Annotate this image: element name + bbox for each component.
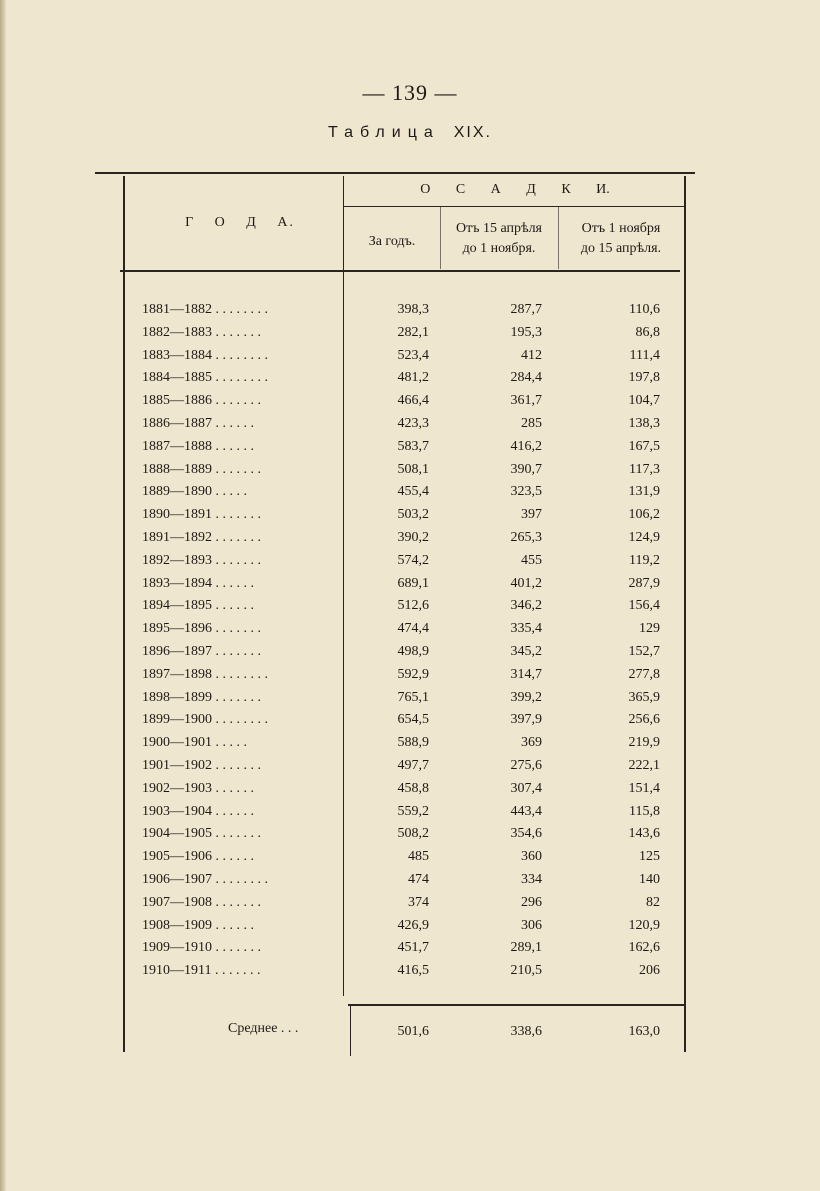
winter-cell: 197,8 (628, 370, 660, 385)
summer-column-separator (440, 207, 441, 269)
winter-cell: 125 (639, 849, 660, 864)
table-row-years: 1896—1897 . . . . . . . (142, 644, 261, 659)
years-column-header: Г О Д А. (185, 215, 295, 230)
table-row-years: 1885—1886 . . . . . . . (142, 393, 261, 408)
winter-cell: 222,1 (628, 758, 660, 773)
table-row-years: 1910—1911 . . . . . . . (142, 963, 261, 978)
total-cell: 474,4 (397, 621, 429, 636)
summer-cell: 210,5 (510, 963, 542, 978)
winter-cell: 117,3 (629, 462, 660, 477)
total-cell: 374 (408, 895, 429, 910)
table-caption-word: Таблица (328, 124, 440, 141)
summer-cell: 195,3 (510, 325, 542, 340)
summer-cell: 397 (521, 507, 542, 522)
winter-cell: 120,9 (628, 918, 660, 933)
summer-column-header-line-2: до 1 ноября. (462, 241, 536, 256)
summer-cell: 443,4 (510, 804, 542, 819)
total-cell: 398,3 (397, 302, 429, 317)
total-cell: 592,9 (397, 667, 429, 682)
summer-cell: 390,7 (510, 462, 542, 477)
total-cell: 474 (408, 872, 429, 887)
total-cell: 588,9 (397, 735, 429, 750)
table-row-years: 1891—1892 . . . . . . . (142, 530, 261, 545)
table-row-years: 1907—1908 . . . . . . . (142, 895, 261, 910)
winter-cell: 256,6 (628, 712, 660, 727)
table-row-years: 1903—1904 . . . . . . (142, 804, 254, 819)
winter-cell: 131,9 (628, 484, 660, 499)
summer-cell: 360 (521, 849, 542, 864)
total-cell: 523,4 (397, 348, 429, 363)
total-cell: 497,7 (397, 758, 429, 773)
mean-left-rule (350, 1006, 351, 1056)
total-cell: 423,3 (397, 416, 429, 431)
winter-cell: 115,8 (629, 804, 660, 819)
winter-column-header-line-2: до 15 апрѣля. (580, 241, 662, 256)
total-cell: 282,1 (397, 325, 429, 340)
total-cell: 574,2 (397, 553, 429, 568)
table-row-years: 1894—1895 . . . . . . (142, 598, 254, 613)
total-cell: 466,4 (397, 393, 429, 408)
summer-cell: 354,6 (510, 826, 542, 841)
winter-cell: 156,4 (628, 598, 660, 613)
summer-cell: 412 (521, 348, 542, 363)
mean-summer: 338,6 (510, 1024, 542, 1039)
table-row-years: 1887—1888 . . . . . . (142, 439, 254, 454)
total-cell: 559,2 (397, 804, 429, 819)
table-row-years: 1886—1887 . . . . . . (142, 416, 254, 431)
table-row-years: 1890—1891 . . . . . . . (142, 507, 261, 522)
winter-cell: 82 (646, 895, 660, 910)
summer-cell: 397,9 (510, 712, 542, 727)
table-row-years: 1904—1905 . . . . . . . (142, 826, 261, 841)
mean-total: 501,6 (397, 1024, 429, 1039)
total-cell: 512,6 (397, 598, 429, 613)
winter-cell: 106,2 (628, 507, 660, 522)
summer-column-header (442, 219, 556, 259)
winter-column-header (560, 219, 682, 259)
yearly-column-header: За годъ. (368, 234, 416, 249)
table-row-years: 1897—1898 . . . . . . . . (142, 667, 268, 682)
table-row-years: 1905—1906 . . . . . . (142, 849, 254, 864)
summer-column-header-line-1: Отъ 15 апрѣля (455, 221, 543, 236)
summer-cell: 285 (521, 416, 542, 431)
winter-cell: 167,5 (628, 439, 660, 454)
summer-cell: 296 (521, 895, 542, 910)
table-row-years: 1895—1896 . . . . . . . (142, 621, 261, 636)
winter-cell: 162,6 (628, 940, 660, 955)
table-row-years: 1898—1899 . . . . . . . (142, 690, 261, 705)
table-caption-number: XIX. (453, 124, 492, 141)
summer-cell: 345,2 (510, 644, 542, 659)
summer-cell: 455 (521, 553, 542, 568)
winter-cell: 86,8 (635, 325, 660, 340)
total-cell: 583,7 (397, 439, 429, 454)
winter-cell: 110,6 (629, 302, 660, 317)
total-cell: 689,1 (397, 576, 429, 591)
winter-cell: 111,4 (629, 348, 660, 363)
winter-column-header-line-1: Отъ 1 ноября (581, 221, 661, 236)
total-cell: 416,5 (397, 963, 429, 978)
winter-column-separator (558, 207, 559, 269)
table-row-years: 1901—1902 . . . . . . . (142, 758, 261, 773)
total-cell: 765,1 (397, 690, 429, 705)
total-cell: 481,2 (397, 370, 429, 385)
group-header-underline (343, 206, 684, 207)
winter-cell: 206 (639, 963, 660, 978)
years-column-separator (343, 176, 344, 996)
winter-cell: 151,4 (628, 781, 660, 796)
summer-cell: 314,7 (510, 667, 542, 682)
mean-top-rule (348, 1004, 684, 1006)
summer-cell: 369 (521, 735, 542, 750)
total-cell: 458,8 (397, 781, 429, 796)
mean-winter: 163,0 (628, 1024, 660, 1039)
total-cell: 654,5 (397, 712, 429, 727)
winter-cell: 287,9 (628, 576, 660, 591)
table-row-years: 1899—1900 . . . . . . . . (142, 712, 268, 727)
total-cell: 455,4 (397, 484, 429, 499)
mean-label: Среднее . . . (228, 1021, 299, 1036)
summer-cell: 399,2 (510, 690, 542, 705)
summer-cell: 287,7 (510, 302, 542, 317)
table-row-years: 1893—1894 . . . . . . (142, 576, 254, 591)
table-left-border (123, 176, 125, 1052)
top-rule (95, 172, 695, 174)
winter-cell: 119,2 (629, 553, 660, 568)
table-row-years: 1909—1910 . . . . . . . (142, 940, 261, 955)
total-cell: 508,2 (397, 826, 429, 841)
total-cell: 485 (408, 849, 429, 864)
total-cell: 498,9 (397, 644, 429, 659)
summer-cell: 361,7 (510, 393, 542, 408)
summer-cell: 346,2 (510, 598, 542, 613)
summer-cell: 334 (521, 872, 542, 887)
summer-cell: 401,2 (510, 576, 542, 591)
table-row-years: 1889—1890 . . . . . (142, 484, 247, 499)
winter-cell: 219,9 (628, 735, 660, 750)
table-row-years: 1900—1901 . . . . . (142, 735, 247, 750)
table-row-years: 1881—1882 . . . . . . . . (142, 302, 268, 317)
table-row-years: 1883—1884 . . . . . . . . (142, 348, 268, 363)
total-cell: 451,7 (397, 940, 429, 955)
total-cell: 508,1 (397, 462, 429, 477)
summer-cell: 289,1 (510, 940, 542, 955)
total-cell: 390,2 (397, 530, 429, 545)
winter-cell: 152,7 (628, 644, 660, 659)
summer-cell: 416,2 (510, 439, 542, 454)
table-row-years: 1882—1883 . . . . . . . (142, 325, 261, 340)
summer-cell: 275,6 (510, 758, 542, 773)
table-row-years: 1902—1903 . . . . . . (142, 781, 254, 796)
table-row-years: 1884—1885 . . . . . . . . (142, 370, 268, 385)
summer-cell: 306 (521, 918, 542, 933)
summer-cell: 284,4 (510, 370, 542, 385)
winter-cell: 124,9 (628, 530, 660, 545)
table-row-years: 1888—1889 . . . . . . . (142, 462, 261, 477)
winter-cell: 140 (639, 872, 660, 887)
table-row-years: 1906—1907 . . . . . . . . (142, 872, 268, 887)
winter-cell: 104,7 (628, 393, 660, 408)
summer-cell: 323,5 (510, 484, 542, 499)
page-number: — 139 — (362, 80, 458, 105)
page-edge (0, 0, 6, 1191)
summer-cell: 307,4 (510, 781, 542, 796)
header-bottom-rule (120, 270, 680, 272)
winter-cell: 138,3 (628, 416, 660, 431)
winter-cell: 143,6 (628, 826, 660, 841)
precipitation-group-header: О С А Д К И. (420, 182, 610, 197)
winter-cell: 277,8 (628, 667, 660, 682)
table-right-border (684, 176, 686, 1052)
winter-cell: 365,9 (628, 690, 660, 705)
total-cell: 426,9 (397, 918, 429, 933)
summer-cell: 265,3 (510, 530, 542, 545)
table-row-years: 1892—1893 . . . . . . . (142, 553, 261, 568)
winter-cell: 129 (639, 621, 660, 636)
summer-cell: 335,4 (510, 621, 542, 636)
table-row-years: 1908—1909 . . . . . . (142, 918, 254, 933)
table-caption (0, 124, 820, 142)
total-cell: 503,2 (397, 507, 429, 522)
